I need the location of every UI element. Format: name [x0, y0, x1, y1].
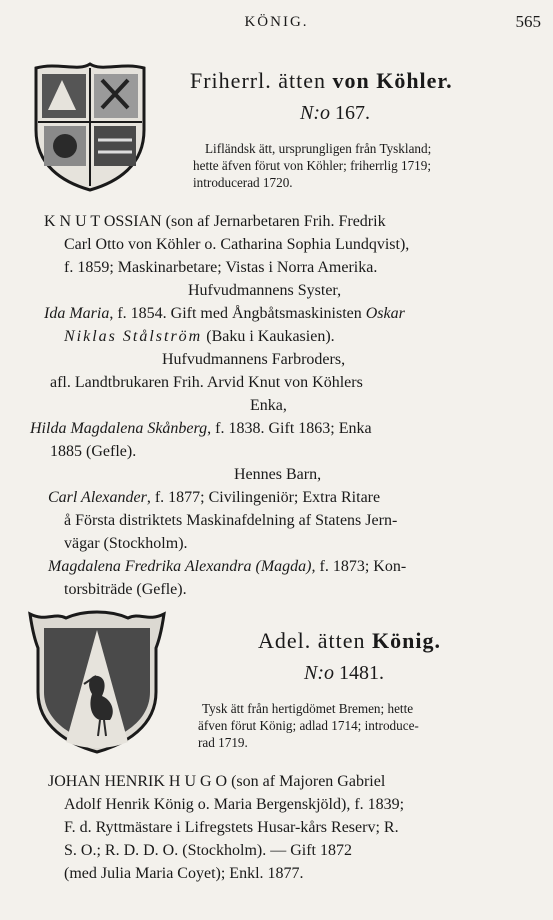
entry-line: 1885 (Gefle). [50, 443, 137, 460]
intro-line: Tysk ätt från hertigdömet Bremen; hette [202, 701, 414, 716]
family-number-kohler: N:o 167. [300, 102, 370, 124]
entry-line: Adolf Henrik König o. Maria Bergenskjöld), f. 1839; [64, 796, 405, 813]
intro-line: äfven förut König; adlad 1714; introduce- [198, 718, 419, 733]
entry-line: F. d. Ryttmästare i Lifregstets Husar-kårs Reserv; R. [64, 819, 399, 836]
entry-line: S. O.; R. D. D. O. (Stockholm). — Gift 1872 [64, 842, 352, 859]
page-number: 565 [515, 12, 541, 31]
entry-line: f. 1859; Maskinarbetare; Vistas i Norra Amerika. [64, 259, 378, 276]
intro-line: rad 1719. [198, 735, 248, 750]
coat-of-arms-kohler [28, 60, 152, 194]
entry-heading: Hufvudmannens Syster, [188, 282, 342, 299]
family-intro-kohler [193, 140, 431, 191]
page-header [0, 10, 553, 32]
entry-line: vägar (Stockholm). [64, 535, 188, 552]
intro-line: Lifländsk ätt, ursprungligen från Tyskland; [205, 141, 432, 156]
entry-line: å Första distriktets Maskinafdelning af Statens Jern- [64, 512, 398, 529]
family-title-kohler: Friherrl. ätten von Köhler. [190, 68, 453, 93]
entry-line: Niklas Stålström (Baku i Kaukasien). [64, 328, 335, 345]
entry-line: afl. Landtbrukaren Frih. Arvid Knut von Köhlers [50, 374, 363, 391]
entry-line: (med Julia Maria Coyet); Enkl. 1877. [64, 865, 304, 882]
family-intro-konig [198, 700, 419, 751]
family-title-konig: Adel. ätten König. [258, 628, 441, 653]
entry-line: Ida Maria, f. 1854. Gift med Ångbåtsmaskinisten Oskar [44, 305, 405, 322]
entry-line: JOHAN HENRIK H U G O (son af Majoren Gabriel [48, 773, 386, 790]
entry-heading: Hennes Barn, [234, 466, 322, 483]
entry-line: Hilda Magdalena Skånberg, f. 1838. Gift 1863; Enka [30, 420, 372, 437]
intro-line: introducerad 1720. [193, 175, 293, 190]
entry-heading: Enka, [250, 397, 287, 414]
coat-of-arms-konig [26, 608, 168, 756]
entry-line: Carl Otto von Köhler o. Catharina Sophia Lundqvist), [64, 236, 410, 253]
intro-line: hette äfven förut von Köhler; friherrlig 1719; [193, 158, 432, 173]
entry-line: K N U T OSSIAN (son af Jernarbetaren Frih. Fredrik [44, 213, 386, 230]
entry-line: torsbiträde (Gefle). [64, 581, 187, 598]
running-head: KÖNIG. [244, 14, 309, 30]
entry-line: Carl Alexander, f. 1877; Civilingeniör; Extra Ritare [48, 489, 381, 506]
family-number-konig: N:o 1481. [304, 662, 384, 684]
entry-line: Magdalena Fredrika Alexandra (Magda), f. 1873; Kon- [48, 558, 407, 575]
entry-heading: Hufvudmannens Farbroders, [162, 351, 346, 368]
